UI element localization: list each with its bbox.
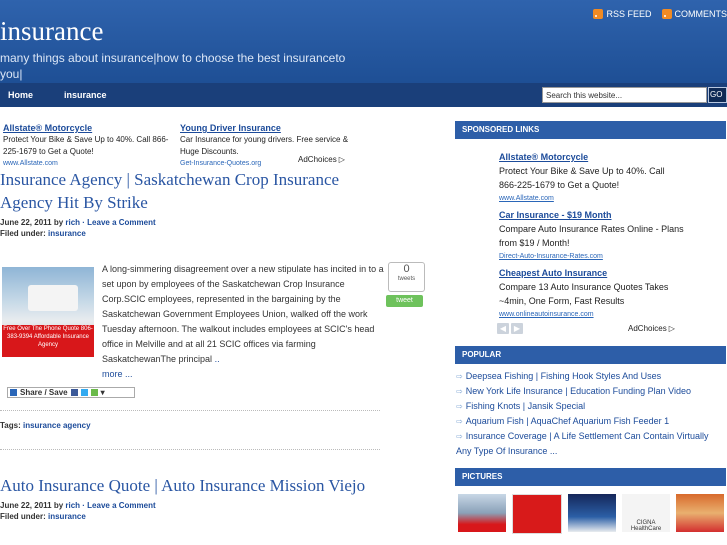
comments-feed-link[interactable]: COMMENTS	[662, 9, 727, 19]
picture-thumb[interactable]	[458, 494, 506, 532]
leave-comment-link[interactable]: Leave a Comment	[87, 218, 156, 227]
thumbnail-caption: Free Over The Phone Quote 806-383-9394 Affordable Insurance Agency	[2, 325, 94, 357]
share-icon	[10, 389, 17, 396]
arrow-icon: ⇨	[456, 432, 463, 441]
ad-title[interactable]: Allstate® Motorcycle	[3, 123, 93, 133]
tweet-button[interactable]: tweet	[386, 295, 423, 307]
post-title[interactable]: Insurance Agency | Saskatchewan Crop Insurance Agency Hit By Strike	[0, 170, 340, 212]
rss-icon	[662, 9, 672, 19]
site-header	[0, 0, 727, 83]
ad-body: Car Insurance for young drivers. Free service & Huge Discounts.	[180, 135, 349, 156]
arrow-icon: ⇨	[456, 387, 463, 396]
ad-url[interactable]: www.Allstate.com	[3, 160, 58, 167]
tweet-counter: 0 tweets	[388, 262, 425, 292]
popular-item[interactable]: ⇨ Fishing Knots | Jansik Special	[456, 401, 586, 411]
tag-link[interactable]: insurance agency	[22, 421, 91, 430]
ad-body: Protect Your Bike & Save Up to 40%. Call 866-225-1679 to Get a Quote!	[3, 135, 169, 156]
pictures-heading: PICTURES	[455, 468, 726, 486]
post-thumbnail[interactable]	[2, 267, 94, 357]
popular-list	[456, 369, 726, 459]
author-link[interactable]: rich	[65, 501, 81, 510]
leave-comment-link[interactable]: Leave a Comment	[87, 501, 156, 510]
search-go-button[interactable]: GO	[708, 87, 727, 103]
email-icon	[91, 389, 98, 396]
truck-shape	[28, 285, 78, 311]
nav-insurance[interactable]: insurance	[64, 90, 107, 100]
author-link[interactable]: rich	[65, 218, 81, 227]
post-title[interactable]: Auto Insurance Quote | Auto Insurance Mission Viejo	[0, 476, 366, 495]
picture-thumb[interactable]	[676, 494, 724, 532]
rss-feed-link[interactable]: RSS FEED	[593, 9, 651, 19]
divider	[0, 410, 380, 412]
post-meta: June 22, 2011 by rich · Leave a Comment Filed under: insurance	[0, 218, 156, 238]
adchoices-icon: ▷	[338, 155, 345, 164]
post-tags: Tags: insurance agency	[0, 421, 91, 430]
arrow-icon: ⇨	[456, 372, 463, 381]
top-links	[593, 9, 727, 19]
arrow-icon: ⇨	[456, 417, 463, 426]
pictures-grid	[458, 494, 724, 534]
site-description: many things about insurance|how to choose the best insuranceto you|	[0, 51, 346, 81]
picture-thumb[interactable]	[568, 494, 616, 532]
top-ad-1[interactable]	[3, 122, 175, 170]
ad-title[interactable]: Young Driver Insurance	[180, 123, 281, 133]
post-meta: June 22, 2011 by rich · Leave a Comment Filed under: insurance	[0, 501, 156, 521]
divider	[0, 449, 380, 451]
sidebar-ad-1[interactable]: Allstate® Motorcycle Protect Your Bike & Save Up to 40%. Call 866-225-1679 to Get a Quote! www.Allstate.com	[499, 152, 665, 202]
sponsored-links-heading: SPONSORED LINKS	[455, 121, 726, 139]
popular-item[interactable]: ⇨ Deepsea Fishing | Fishing Hook Styles And Uses	[456, 371, 662, 381]
facebook-icon	[71, 389, 78, 396]
ad-next-arrow-icon[interactable]: ▶	[511, 323, 523, 334]
chevron-down-icon: ▾	[100, 388, 105, 397]
sidebar-ad-2[interactable]: Car Insurance - $19 Month Compare Auto Insurance Rates Online - Plans from $19 / Month! Direct-Auto-Insurance-Rates.com	[499, 210, 684, 260]
popular-item[interactable]: ⇨ Aquarium Fish | AquaChef Aquarium Fish Feeder 1	[456, 416, 670, 426]
popular-heading: POPULAR	[455, 346, 726, 364]
category-link[interactable]: insurance	[48, 229, 86, 238]
popular-item[interactable]: ⇨ New York Life Insurance | Education Funding Plan Video	[456, 386, 692, 396]
sidebar-ad-3[interactable]: Cheapest Auto Insurance Compare 13 Auto Insurance Quotes Takes ~4min, One Form, Fast Results www.onlineautoinsurance.com	[499, 268, 669, 318]
rss-icon	[593, 9, 603, 19]
twitter-icon	[81, 389, 88, 396]
read-more-link[interactable]: more ...	[102, 369, 133, 379]
post-excerpt: A long-simmering disagreement over a new stipulate has incited in to a set upon by employees of the Saskatchewan Crop Insurance Corp.SCIC employees, represented in the bargaining by the Saskatchewan Government Employees Union, walked off the work Tuesday afternoon. The walkout includes employees at SCIC's head office in Melville and at all 21 SCIC offices via farming SaskatchewanThe principal .. more ...	[102, 264, 384, 379]
arrow-icon: ⇨	[456, 402, 463, 411]
nav-home[interactable]: Home	[8, 90, 34, 100]
popular-item[interactable]: ⇨ Insurance Coverage | A Life Settlement Can Contain Virtually Any Type Of Insurance ...	[456, 431, 709, 456]
share-save-button[interactable]: Share / Save ▾	[7, 387, 135, 398]
adchoices-link[interactable]: AdChoices ▷	[298, 155, 345, 164]
sidebar-adchoices-link[interactable]: AdChoices ▷	[628, 324, 675, 333]
site-title[interactable]: insurance	[0, 16, 104, 46]
picture-thumb[interactable]: CIGNA HealthCare	[622, 494, 670, 532]
adchoices-icon: ▷	[668, 324, 675, 333]
search-input[interactable]	[542, 87, 707, 103]
ad-url[interactable]: Get-Insurance-Quotes.org	[180, 160, 262, 167]
ad-prev-arrow-icon[interactable]: ◀	[497, 323, 509, 334]
category-link[interactable]: insurance	[48, 512, 86, 521]
picture-thumb[interactable]	[512, 494, 562, 534]
